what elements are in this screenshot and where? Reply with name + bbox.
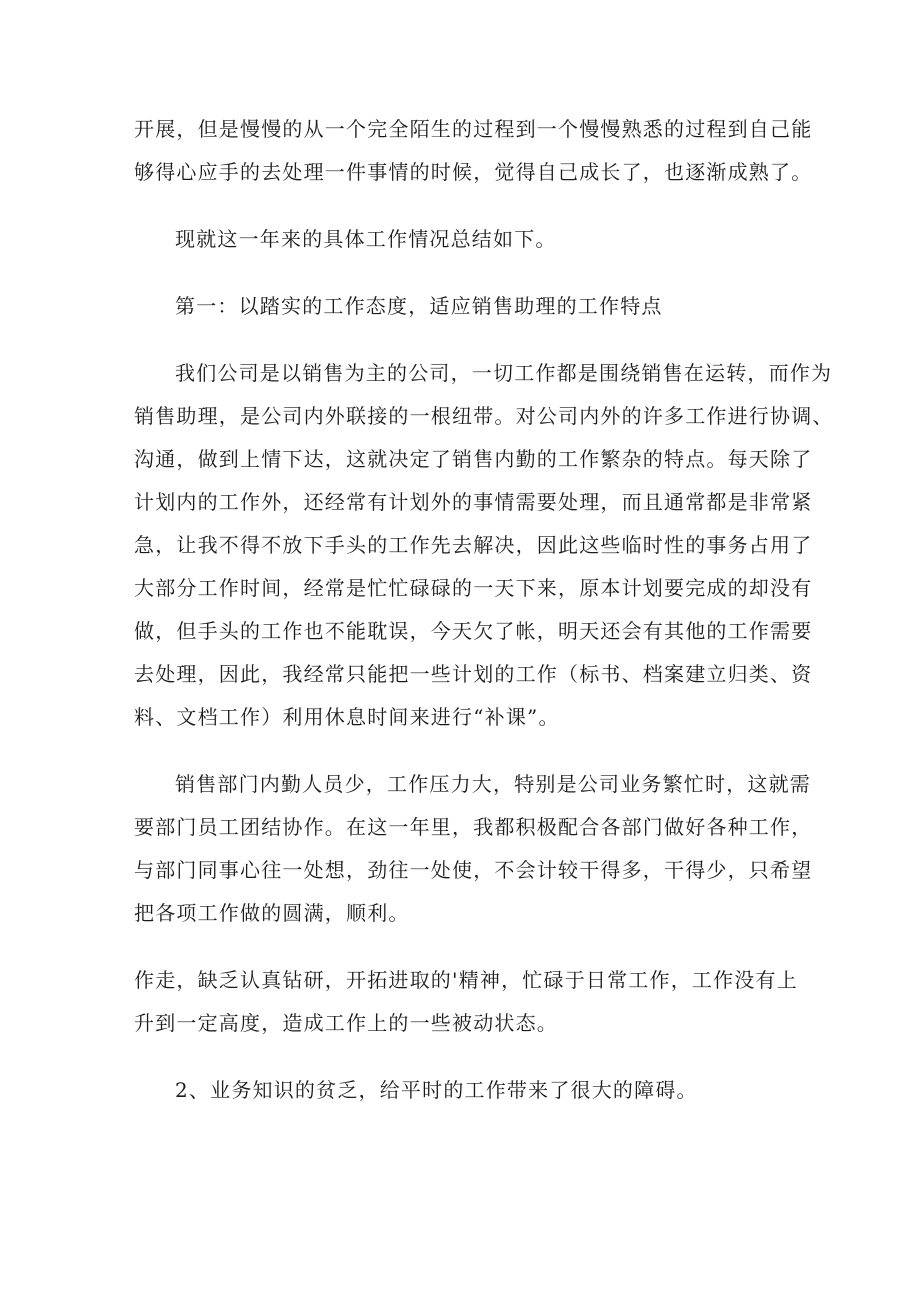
text-line: 现就这一年来的具体工作情况总结如下。 <box>175 227 557 251</box>
text-line: 去处理，因此，我经常只能把一些计划的工作（标书、档案建立归类、资 <box>134 662 813 686</box>
paragraph-summary-intro <box>134 218 794 261</box>
text-line: 把各项工作做的圆满，顺利。 <box>134 901 410 925</box>
text-line: 料、文档工作）利用休息时间来进行“补课”。 <box>134 705 560 729</box>
text-line: 第一：以踏实的工作态度，适应销售助理的工作特点 <box>175 294 663 318</box>
text-line: 急，让我不得不放下手头的工作先去解决，因此这些临时性的事务占用了 <box>134 533 813 557</box>
text-line: 要部门员工团结协作。在这一年里，我都积极配合各部门做好各种工作， <box>134 815 813 839</box>
text-line: 做，但手头的工作也不能耽误，今天欠了帐，明天还会有其他的工作需要 <box>134 619 813 643</box>
text-line: 大部分工作时间，经常是忙忙碌碌的一天下来，原本计划要完成的却没有 <box>134 576 813 600</box>
text-line: 与部门同事心往一处想，劲往一处使，不会计较干得多，干得少，只希望 <box>134 858 813 882</box>
text-line: 我们公司是以销售为主的公司，一切工作都是围绕销售在运转，而作为 <box>175 361 833 385</box>
paragraph-item-2 <box>134 1069 794 1112</box>
text-line: 2、业务知识的贫乏，给平时的工作带来了很大的障碍。 <box>175 1078 698 1102</box>
section-heading-first <box>134 285 794 328</box>
paragraph-growth <box>134 108 813 194</box>
text-line: 够得心应手的去处理一件事情的时候，觉得自己成长了，也逐渐成熟了。 <box>134 160 813 184</box>
paragraph-teamwork <box>134 763 813 935</box>
paragraph-sales-assistant <box>134 352 834 739</box>
text-line: 作走，缺乏认真钻研，开拓进取的'精神，忙碌于日常工作，工作没有上 <box>134 968 798 992</box>
text-line: 销售助理，是公司内外联接的一根纽带。对公司内外的许多工作进行协调、 <box>134 404 834 428</box>
paragraph-shortcomings <box>134 959 798 1045</box>
text-line: 计划内的工作外，还经常有计划外的事情需要处理，而且通常都是非常紧 <box>134 490 813 514</box>
text-line: 销售部门内勤人员少，工作压力大，特别是公司业务繁忙时，这就需 <box>175 772 811 796</box>
text-line: 开展，但是慢慢的从一个完全陌生的过程到一个慢慢熟悉的过程到自己能 <box>134 117 813 141</box>
document-body <box>134 108 834 1112</box>
text-line: 沟通，做到上情下达，这就决定了销售内勤的工作繁杂的特点。每天除了 <box>134 447 813 471</box>
text-line: 升到一定高度，造成工作上的一些被动状态。 <box>134 1011 558 1035</box>
